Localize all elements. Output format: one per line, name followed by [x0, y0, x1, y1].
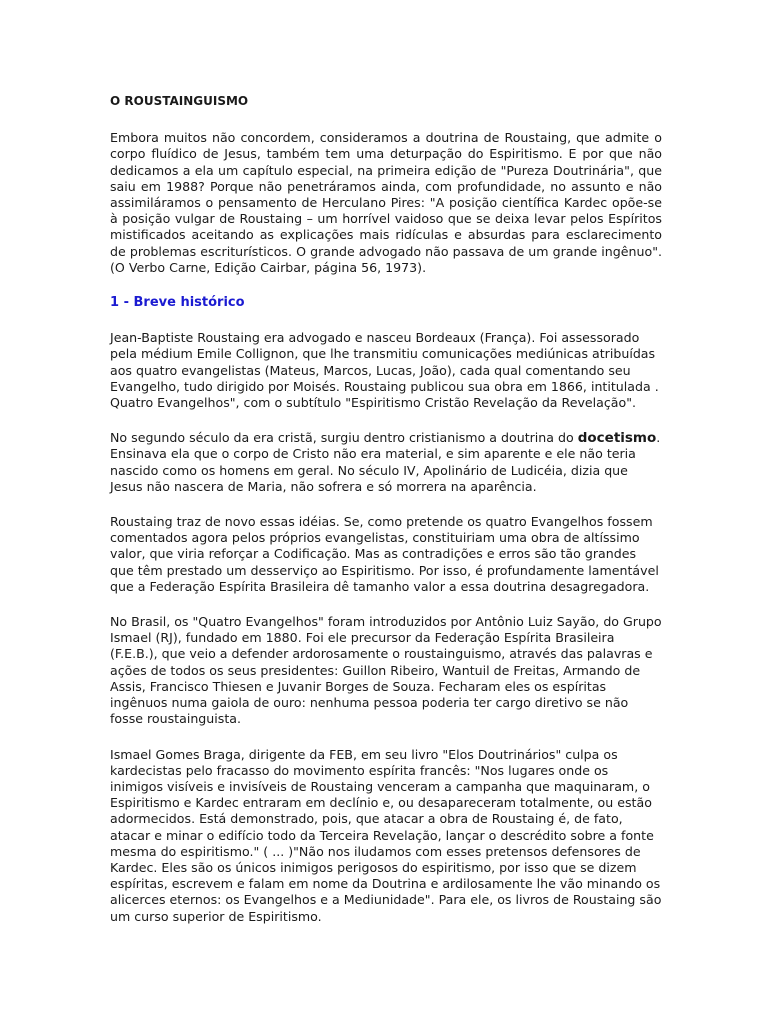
document-title: O ROUSTAINGUISMO — [110, 94, 249, 108]
paragraph-docetismo — [110, 430, 662, 495]
paragraph-docetismo-text-1: No segundo século da era cristã, surgiu dentro cristianismo a doutrina do — [110, 430, 578, 446]
paragraph-roustaing-ideas: Roustaing traz de novo essas idéias. Se, como pretende os quatro Evangelhos fossem comentados agora pelos próprios evangelistas, constituiriam uma obra de altíssimo valor, que viria reforçar a Codificação. Mas as contradições e erros são tão grandes que têm prestado um desserviço ao Espiritismo. Por isso, é profundamente lamentável que a Federação Espírita Brasileira dê tamanho valor a essa doutrina desagregadora. — [110, 514, 659, 594]
document-body — [110, 93, 662, 925]
paragraph-roustaing-bio: Jean-Baptiste Roustaing era advogado e nasceu Bordeaux (França). Foi assessorado pela médium Emile Collignon, que lhe transmitiu comunicações mediúnicas atribuídas aos quatro evangelistas (Mateus, Marcos, Lucas, João), cada qual comentando seu Evangelho, tudo dirigido por Moisés. Roustaing publicou sua obra em 1866, intitulada . Quatro Evangelhos", com o subtítulo "Espiritismo Cristão Revelação da Revelação". — [110, 330, 659, 411]
paragraph-brasil: No Brasil, os "Quatro Evangelhos" foram introduzidos por Antônio Luiz Sayão, do Grupo Ismael (RJ), fundado em 1880. Foi ele precursor da Federação Espírita Brasileira (F.E.B.), que veio a defender ardorosamente o roustainguismo, através das palavras e ações de todos os seus presidentes: Guillon Ribeiro, Wantuil de Freitas, Armando de Assis, Francisco Thiesen e Juvanir Borges de Souza. Fecharam eles os espíritas ingênuos numa gaiola de ouro: nenhuma pessoa poderia ter cargo diretivo se não fosse roustainguista. — [110, 614, 662, 727]
section-heading: 1 - Breve histórico — [110, 295, 245, 311]
paragraph-docetismo-text-2: . Ensinava ela que o corpo de Cristo não era material, e sim aparente e ele não teria nascido como os homens em geral. No século IV, Apolinário de Ludicéia, dizia que Jesus não nascera de Maria, não sofrera e só morrera na aparência. — [110, 430, 661, 494]
docetismo-term: docetismo — [577, 430, 657, 447]
intro-paragraph: Embora muitos não concordem, consideramos a doutrina de Roustaing, que admite o corpo fluídico de Jesus, também tem uma deturpação do Espiritismo. E por que não dedicamos a ela um capítulo especial, na primeira edição de "Pureza Doutrinária", que saiu em 1988? Porque não penetráramos ainda, com profundidade, no assunto e não assimiláramos o pensamento de Herculano Pires: "A posição científica Kardec opõe-se à posição vulgar de Roustaing – um horrível vaidoso que se deixa levar pelos Espíritos mistificados aceitando as explicações mais ridículas e absurdas para esclarecimento de problemas escriturísticos. O grande advogado não passava de um grande ingênuo". (O Verbo Carne, Edição Cairbar, página 56, 1973). — [110, 130, 662, 275]
paragraph-ismael-braga: Ismael Gomes Braga, dirigente da FEB, em seu livro "Elos Doutrinários" culpa os kardecistas pelo fracasso do movimento espírita francês: "Nos lugares onde os inimigos visíveis e invisíveis de Roustaing venceram a campanha que maquinaram, o Espiritismo e Kardec entraram em declínio e, ou desapareceram totalmente, ou estão adormecidos. Está demonstrado, pois, que atacar a obra de Roustaing é, de fato, atacar e minar o edifício todo da Terceira Revelação, lançar o descrédito sobre a fonte mesma do espiritismo." ( ... )"Não nos iludamos com esses pretensos defensores de Kardec. Eles são os únicos inimigos perigosos do espiritismo, por isso que se dizem espíritas, escrevem e falam em nome da Doutrina e ardilosamente lhe vão minando os alicerces eternos: os Evangelhos e a Mediunidade". Para ele, os livros de Roustaing são um curso superior de Espiritismo. — [110, 746, 662, 924]
